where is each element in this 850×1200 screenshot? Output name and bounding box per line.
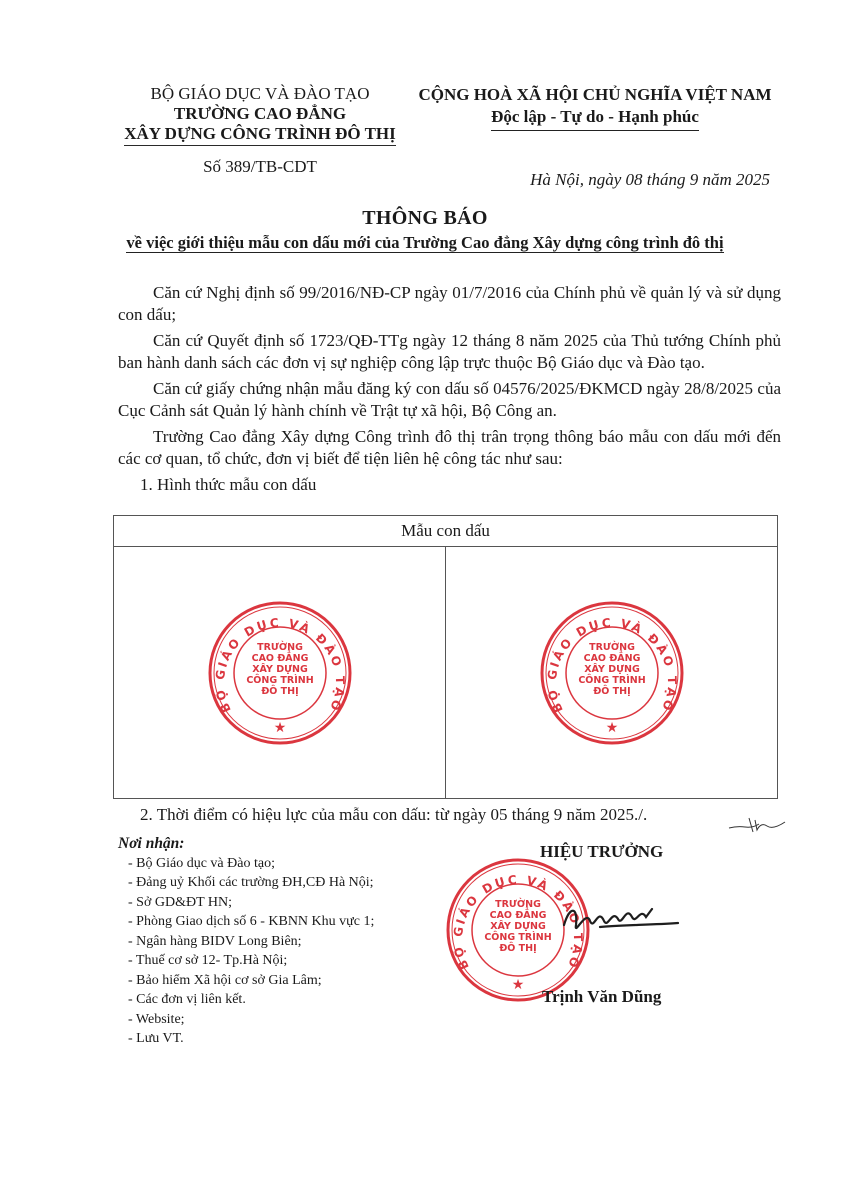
body-paragraph: Căn cứ Nghị định số 99/2016/NĐ-CP ngày 01/7/2016 của Chính phủ về quản lý và sử dụng con dấu; [118,283,781,324]
section-heading-1: 1. Hình thức mẫu con dấu [140,475,317,494]
svg-text:TRƯỜNG: TRƯỜNG [495,899,541,910]
svg-text:XÂY DỰNG: XÂY DỰNG [251,664,308,675]
document-title: THÔNG BÁO [362,207,488,229]
recipient-item: - Đảng uỷ Khối các trường ĐH,CĐ Hà Nội; [128,875,374,890]
svg-text:TRƯỜNG: TRƯỜNG [588,642,635,653]
seal-sample-table [113,515,778,799]
national-motto: Độc lập - Tự do - Hạnh phúc [491,106,699,131]
recipient-item: - Ngân hàng BIDV Long Biên; [128,933,302,949]
seal-stamp-image [537,598,687,748]
document-number: Số 389/TB-CDT [203,157,317,176]
svg-text:XÂY DỰNG: XÂY DỰNG [490,921,546,932]
issuer-block [120,84,400,146]
svg-text:XÂY DỰNG: XÂY DỰNG [583,664,640,675]
school-name-line2: XÂY DỰNG CÔNG TRÌNH ĐÔ THỊ [124,124,396,146]
subtitle-text: về việc giới thiệu mẫu con dấu mới của Trường Cao đẳng Xây dựng công trình đô thị [126,233,724,252]
seal-table-header: Mẫu con dấu [114,516,777,547]
svg-text:BỘ GIÁO DỤC VÀ ĐÀO TẠO: BỘ GIÁO DỤC VÀ ĐÀO TẠO [450,872,586,972]
effective-date-line: 2. Thời điểm có hiệu lực của mẫu con dấu: từ ngày 05 tháng 9 năm 2025./. [140,805,648,824]
svg-text:ĐÔ THỊ: ĐÔ THỊ [592,686,631,697]
svg-text:★: ★ [273,720,286,736]
svg-text:CÔNG TRÌNH: CÔNG TRÌNH [577,675,646,686]
place-date: Hà Nội, ngày 08 tháng 9 năm 2025 [530,170,770,189]
body-paragraph: Trường Cao đẳng Xây dựng Công trình đô thị trân trọng thông báo mẫu con dấu mới đến các cơ quan, tổ chức, đơn vị biết để tiện liên hệ công tác như sau: [118,427,781,468]
recipient-item: - Website; [128,1011,185,1027]
recipient-item: - Bảo hiểm Xã hội cơ sở Gia Lâm; [128,972,322,988]
recipient-item: - Thuế cơ sở 12- Tp.Hà Nội; [128,953,288,968]
signer-name: Trịnh Văn Dũng [542,987,662,1006]
svg-text:ĐÔ THỊ: ĐÔ THỊ [499,943,537,954]
recipient-item: - Các đơn vị liên kết. [128,992,246,1007]
svg-text:CAO ĐẲNG: CAO ĐẲNG [489,910,547,921]
body-paragraph: Căn cứ giấy chứng nhận mẫu đăng ký con dấu số 04576/2025/ĐKMCD ngày 28/8/2025 của Cục Cảnh sát Quản lý hành chính về Trật tự xã hội, Bộ Công an. [118,379,781,420]
handwritten-signature-icon [560,895,680,945]
svg-text:CÔNG TRÌNH: CÔNG TRÌNH [245,675,314,686]
svg-text:CAO ĐẲNG: CAO ĐẲNG [583,653,640,664]
svg-text:CÔNG TRÌNH: CÔNG TRÌNH [484,932,552,943]
svg-text:ĐÔ THỊ: ĐÔ THỊ [260,686,299,697]
document-subtitle [80,233,770,253]
recipients-list [118,854,448,1049]
signer-title: HIỆU TRƯỞNG [540,842,664,861]
body-paragraph: Căn cứ Quyết định số 1723/QĐ-TTg ngày 12 tháng 8 năm 2025 của Thủ tướng Chính phủ ban hành danh sách các đơn vị sự nghiệp công lập trực thuộc Bộ Giáo dục và Đào tạo. [118,331,781,372]
recipients-block [118,834,448,1049]
recipients-label: Nơi nhận: [118,835,185,852]
svg-text:TRƯỜNG: TRƯỜNG [256,642,303,653]
seal-cell-left [114,547,445,799]
recipient-item: - Phòng Giao dịch số 6 - KBNN Khu vực 1; [128,914,375,929]
svg-text:BỘ GIÁO DỤC VÀ ĐÀO TẠO: BỘ GIÁO DỤC VÀ ĐÀO TẠO [212,615,347,715]
recipient-item: - Lưu VT. [128,1031,184,1046]
school-name-line1: TRƯỜNG CAO ĐẲNG [173,104,347,123]
republic-name: CỘNG HOÀ XÃ HỘI CHỦ NGHĨA VIỆT NAM [418,85,772,104]
svg-text:BỘ GIÁO DỤC VÀ ĐÀO TẠO: BỘ GIÁO DỤC VÀ ĐÀO TẠO [544,615,679,715]
svg-text:★: ★ [511,977,525,993]
ministry-name: BỘ GIÁO DỤC VÀ ĐÀO TẠO [150,84,370,103]
national-header [410,84,780,131]
seal-cell-right [445,547,777,799]
seal-stamp-image [205,598,355,748]
document-body [118,282,781,500]
svg-text:CAO ĐẲNG: CAO ĐẲNG [251,653,308,664]
recipient-item: - Bộ Giáo dục và Đào tạo; [128,855,275,871]
svg-text:★: ★ [605,720,618,736]
handwritten-initials-icon [727,812,787,836]
recipient-item: - Sở GD&ĐT HN; [128,894,232,910]
